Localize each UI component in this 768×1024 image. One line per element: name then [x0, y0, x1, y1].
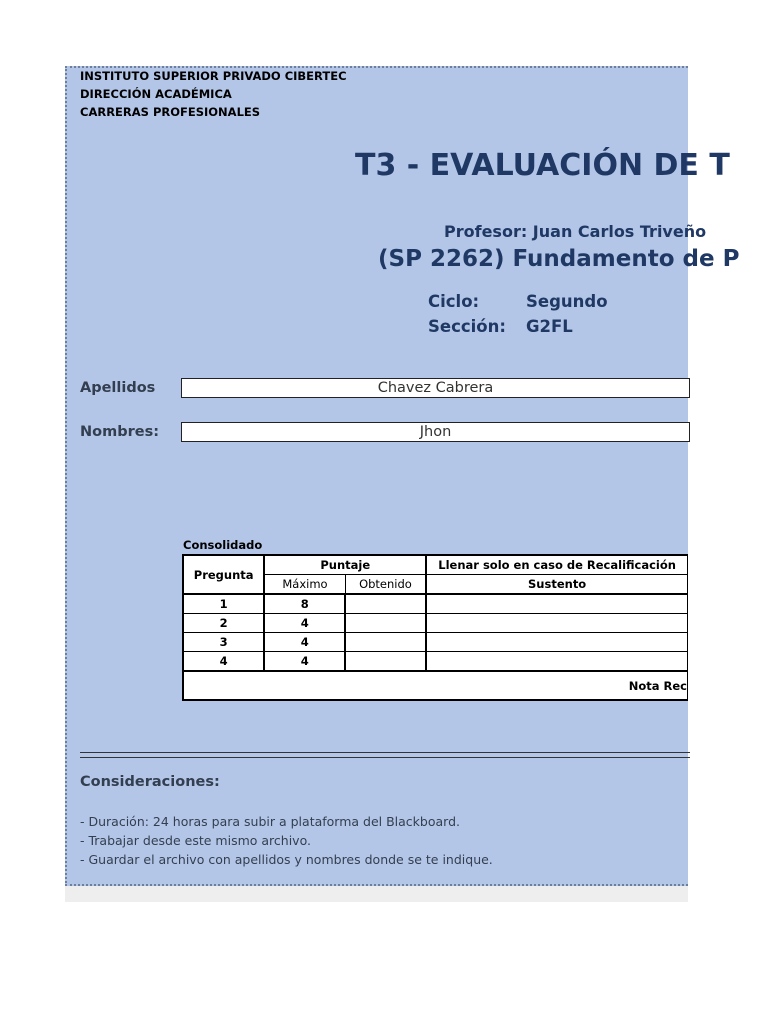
table-row: [183, 594, 688, 614]
table-row: [183, 614, 688, 633]
apellidos-label: Apellidos: [80, 380, 156, 396]
header-institute: INSTITUTO SUPERIOR PRIVADO CIBERTEC: [80, 69, 347, 83]
maximo-cell: 4: [264, 652, 345, 672]
worksheet: [65, 66, 740, 886]
header-direction: DIRECCIÓN ACADÉMICA: [80, 87, 232, 101]
maximo-cell: 4: [264, 633, 345, 652]
obtenido-cell[interactable]: [345, 633, 426, 652]
seccion-label: Sección:: [428, 317, 506, 336]
section-divider: [80, 752, 690, 758]
sustento-cell[interactable]: [426, 652, 687, 672]
consideraciones-heading: Consideraciones:: [80, 774, 220, 790]
col-sustento-header: Sustento: [426, 575, 687, 595]
course-title: (SP 2262) Fundamento de P: [378, 246, 740, 272]
table-caption: Consolidado: [183, 538, 263, 552]
maximo-cell: 8: [264, 594, 345, 614]
maximo-cell: 4: [264, 614, 345, 633]
pregunta-cell: 2: [183, 614, 264, 633]
consideracion-item: - Guardar el archivo con apellidos y nombres donde se te indique.: [80, 852, 493, 867]
professor-label: Profesor: Juan Carlos Triveño: [444, 222, 707, 241]
pregunta-cell: 3: [183, 633, 264, 652]
obtenido-cell[interactable]: [345, 594, 426, 614]
col-obtenido-header: Obtenido: [345, 575, 426, 595]
table-row: [183, 652, 688, 672]
nombres-label: Nombres:: [80, 424, 159, 440]
score-table: [182, 554, 688, 701]
pregunta-cell: 1: [183, 594, 264, 614]
col-puntaje-header: Puntaje: [264, 555, 426, 575]
ciclo-label: Ciclo:: [428, 292, 480, 311]
page-title: T3 - EVALUACIÓN DE T: [355, 148, 730, 183]
consideracion-item: - Trabajar desde este mismo archivo.: [80, 833, 311, 848]
sustento-cell[interactable]: [426, 633, 687, 652]
seccion-value: G2FL: [526, 317, 573, 336]
ciclo-value: Segundo: [526, 292, 608, 311]
table-row: [183, 633, 688, 652]
sustento-cell[interactable]: [426, 614, 687, 633]
sheet-footer-strip: [65, 886, 688, 902]
col-maximo-header: Máximo: [264, 575, 345, 595]
col-pregunta-header: Pregunta: [183, 555, 264, 594]
nombres-field[interactable]: Jhon: [181, 422, 690, 442]
sustento-cell[interactable]: [426, 594, 687, 614]
nota-recalificacion-label: Nota Rec: [183, 671, 688, 700]
pregunta-cell: 4: [183, 652, 264, 672]
header-careers: CARRERAS PROFESIONALES: [80, 105, 261, 119]
col-recalificacion-header: Llenar solo en caso de Recalificación: [426, 555, 687, 575]
obtenido-cell[interactable]: [345, 614, 426, 633]
apellidos-field[interactable]: Chavez Cabrera: [181, 378, 690, 398]
obtenido-cell[interactable]: [345, 652, 426, 672]
consideracion-item: - Duración: 24 horas para subir a plataforma del Blackboard.: [80, 814, 460, 829]
